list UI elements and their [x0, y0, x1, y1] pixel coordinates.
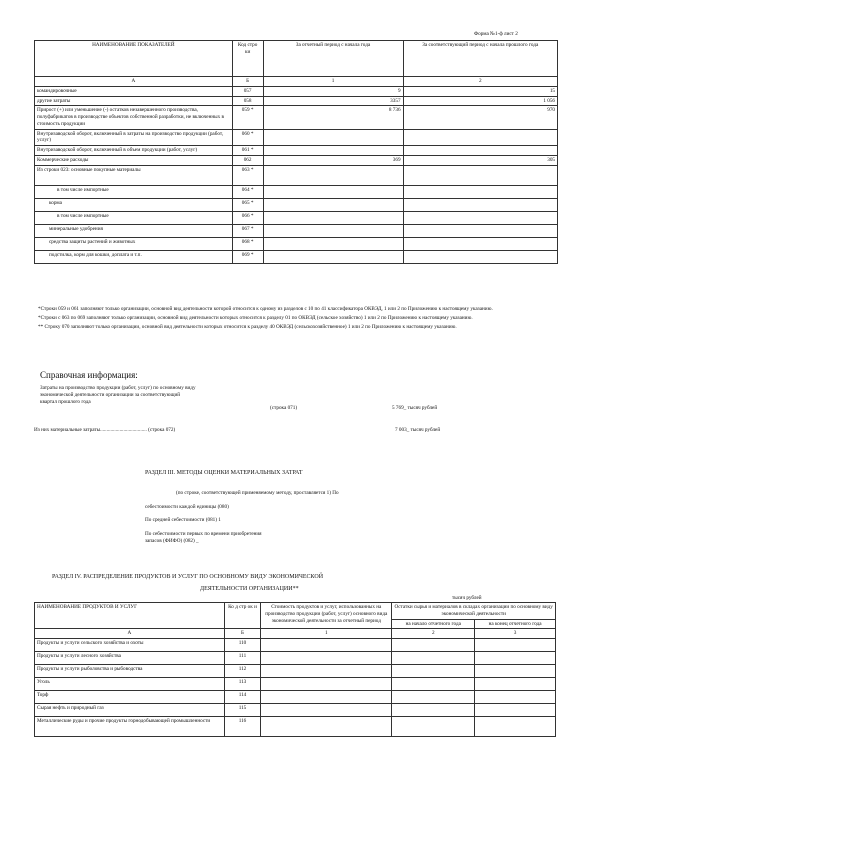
row-name: Из строки 023: основные покупные материалы	[35, 165, 233, 185]
header-product-code: Ко д стр ок и	[224, 603, 260, 629]
row-code: 066 *	[232, 211, 263, 224]
products-table	[34, 602, 556, 737]
row-current	[263, 211, 403, 224]
row-name: Продукты и услуги лесного хозяйства	[35, 652, 225, 665]
row-name: Продукты и услуги рыболовства и рыбоводства	[35, 665, 225, 678]
footnote-1: *Строки 059 и 061 заполняют только организации, основной вид деятельности которой относится к одному из разделов с 10 по 41 классификатора ОКВЭД, 1 или 2 по Приложению к настоящему указанию.	[38, 306, 493, 312]
section3-instruction: (по строке, соответствующей применяемому методу, проставляется 1) По	[176, 490, 339, 496]
letter-b: Б	[232, 77, 263, 87]
letter-1: 1	[261, 629, 392, 639]
row-code: 067 *	[232, 224, 263, 237]
table-row	[35, 198, 558, 211]
row-code: 062	[232, 155, 263, 165]
letter-1: 1	[263, 77, 403, 87]
reference-text	[40, 385, 260, 405]
form-label: Форма №1-ф лист 2	[474, 31, 518, 37]
header-col2-group: Остатки сырья и материалов в складах организации по основному виду экономической деятельности	[392, 603, 556, 620]
header-name: НАИМЕНОВАНИЕ ПОКАЗАТЕЛЕЙ	[35, 41, 233, 77]
row-code: 110	[224, 639, 260, 652]
row-previous: 15	[403, 86, 557, 96]
row-name: Внутризаводской оборот, включенный в затраты на производство продукции (работ, услуг)	[35, 129, 233, 146]
footnote-2: *Строки с 063 по 069 заполняют только организации, основной вид деятельности которых относится к разделу 01 по ОКВЭД (сельское хозяйство) 1 или 2 по Приложению к настоящему указанию.	[38, 314, 473, 321]
letter-a: А	[35, 77, 233, 87]
section4-title-line2: ДЕЯТЕЛЬНОСТИ ОРГАНИЗАЦИИ**	[200, 586, 299, 592]
row-code: 115	[224, 704, 260, 717]
row-previous: 970	[403, 106, 557, 129]
row-current	[263, 250, 403, 263]
row-code: 058	[232, 96, 263, 106]
table-row	[35, 691, 556, 704]
row-previous: 1 056	[403, 96, 557, 106]
table-row	[35, 86, 558, 96]
header-col2b: на конец отчетного года	[475, 619, 556, 629]
letter-2: 2	[403, 77, 557, 87]
section3-line3a: По себестоимости первых по времени приобретения	[145, 531, 262, 537]
table-row	[35, 678, 556, 691]
row-current: 369	[263, 155, 403, 165]
row-previous	[403, 224, 557, 237]
row-current: 8 736	[263, 106, 403, 129]
row-code: 112	[224, 665, 260, 678]
reference-value-071: 5 769_ тысяч рублей	[392, 405, 438, 411]
row-name: в том числе импортные	[35, 211, 233, 224]
row-current	[263, 185, 403, 198]
row-current: 3357	[263, 96, 403, 106]
table-row	[35, 146, 558, 156]
row-code: 065 *	[232, 198, 263, 211]
row-previous	[403, 211, 557, 224]
row-code: 111	[224, 652, 260, 665]
table-row	[35, 106, 558, 129]
header-col2a: на начало отчетного года	[392, 619, 475, 629]
section3-title: РАЗДЕЛ III. МЕТОДЫ ОЦЕНКИ МАТЕРИАЛЬНЫХ ЗАТРАТ	[145, 470, 303, 476]
row-previous	[403, 185, 557, 198]
table-row	[35, 717, 556, 737]
section3-line3b: запасов (ФИФО) (082) _	[145, 538, 199, 544]
letter-3: 3	[475, 629, 556, 639]
footnote-3: ** Строку 070 заполняют только организации, основной вид деятельности которых относится к разделу 40 ОКВЭД (сельскохозяйственное) 1 или 2 по Приложению к настоящему указанию.	[38, 323, 457, 330]
reference-value-072: 7 003_ тысяч рублей	[395, 427, 441, 433]
row-previous	[403, 129, 557, 146]
header-previous: За соответствующий период с начала прошлого года	[403, 41, 557, 77]
table-row	[35, 250, 558, 263]
table-row	[35, 211, 558, 224]
row-current	[263, 129, 403, 146]
row-code: 068 *	[232, 237, 263, 250]
row-code: 060 *	[232, 129, 263, 146]
row-current	[263, 237, 403, 250]
row-code: 057	[232, 86, 263, 96]
header-code: Код стро ки	[232, 41, 263, 77]
reference-row-071: (строка 071)	[270, 405, 298, 411]
table-row	[35, 652, 556, 665]
table-row	[35, 224, 558, 237]
row-code: 116	[224, 717, 260, 737]
row-code: 063 *	[232, 165, 263, 185]
table-row	[35, 704, 556, 717]
row-previous	[403, 146, 557, 156]
section4-title-line1: РАЗДЕЛ IV. РАСПРЕДЕЛЕНИЕ ПРОДУКТОВ И УСЛУГ ПО ОСНОВНОМУ ВИДУ ЭКОНОМИЧЕСКОЙ	[52, 574, 324, 580]
letter-b: Б	[224, 629, 260, 639]
row-name: минеральные удобрения	[35, 224, 233, 237]
row-previous: 305	[403, 155, 557, 165]
letter-a: А	[35, 629, 225, 639]
row-current	[263, 224, 403, 237]
row-name: Продукты и услуги сельского хозяйства и охоты	[35, 639, 225, 652]
row-name: командировочные	[35, 86, 233, 96]
row-code: 061 *	[232, 146, 263, 156]
section4-unit: тысяч рублей	[452, 595, 482, 601]
row-current	[263, 146, 403, 156]
table-row	[35, 155, 558, 165]
row-code: 113	[224, 678, 260, 691]
header-product-name: НАИМЕНОВАНИЕ ПРОДУКТОВ И УСЛУГ	[35, 603, 225, 629]
table-row	[35, 237, 558, 250]
header-col1: Стоимость продуктов и услуг, использованных на производство продукции (работ, услуг) основного вида экономической деятельности за отчетный период	[261, 603, 392, 629]
table-row	[35, 129, 558, 146]
row-code: 069 *	[232, 250, 263, 263]
reference-line-072: Из них материальные затраты.................................... (строка 072)	[34, 427, 176, 433]
row-code: 064 *	[232, 185, 263, 198]
reference-title: Справочная информация:	[40, 370, 138, 380]
row-name: другие затраты	[35, 96, 233, 106]
letter-2: 2	[392, 629, 475, 639]
row-current	[263, 198, 403, 211]
row-previous	[403, 237, 557, 250]
row-name: средства защиты растений и животных	[35, 237, 233, 250]
reference-line: Затраты на производство продукции (работ, услуг) по основному виду	[40, 385, 196, 391]
costs-table	[34, 40, 558, 264]
row-name: в том числе импортные	[35, 185, 233, 198]
header-current: За отчетный период с начала года	[263, 41, 403, 77]
row-code: 059 *	[232, 106, 263, 129]
row-current: 9	[263, 86, 403, 96]
row-name: подстилка, корм для кошки, доплата и т.п.	[35, 250, 233, 263]
row-name: Сырая нефть и природный газ	[35, 704, 225, 717]
row-previous	[403, 165, 557, 185]
row-name: Металлические руды и прочие продукты горнодобывающей промышленности	[35, 717, 225, 737]
table-row	[35, 165, 558, 185]
section3-line1: себестоимости каждой единицы (080)	[145, 504, 229, 510]
row-previous	[403, 198, 557, 211]
row-name: Прирост (+) или уменьшение (-) остатков незавершенного производства, полуфабрикатов в производстве объектов собственной разработки, не включенных в стоимость продукции	[35, 106, 233, 129]
row-previous	[403, 250, 557, 263]
row-code: 114	[224, 691, 260, 704]
row-name: Уголь	[35, 678, 225, 691]
row-current	[263, 165, 403, 185]
reference-line: квартал прошлого года	[40, 398, 91, 405]
section3-line2: По средней себестоимости (081) 1	[145, 517, 221, 523]
table-row	[35, 665, 556, 678]
table-row	[35, 96, 558, 106]
table-row	[35, 185, 558, 198]
row-name: Торф	[35, 691, 225, 704]
footnotes	[38, 306, 508, 330]
row-name: корма	[35, 198, 233, 211]
row-name: Внутризаводской оборот, включенный в объем продукции (работ, услуг)	[35, 146, 233, 156]
table-row	[35, 639, 556, 652]
reference-line: экономической деятельности организации за соответствующий	[40, 391, 181, 398]
row-name: Коммерческие расходы	[35, 155, 233, 165]
